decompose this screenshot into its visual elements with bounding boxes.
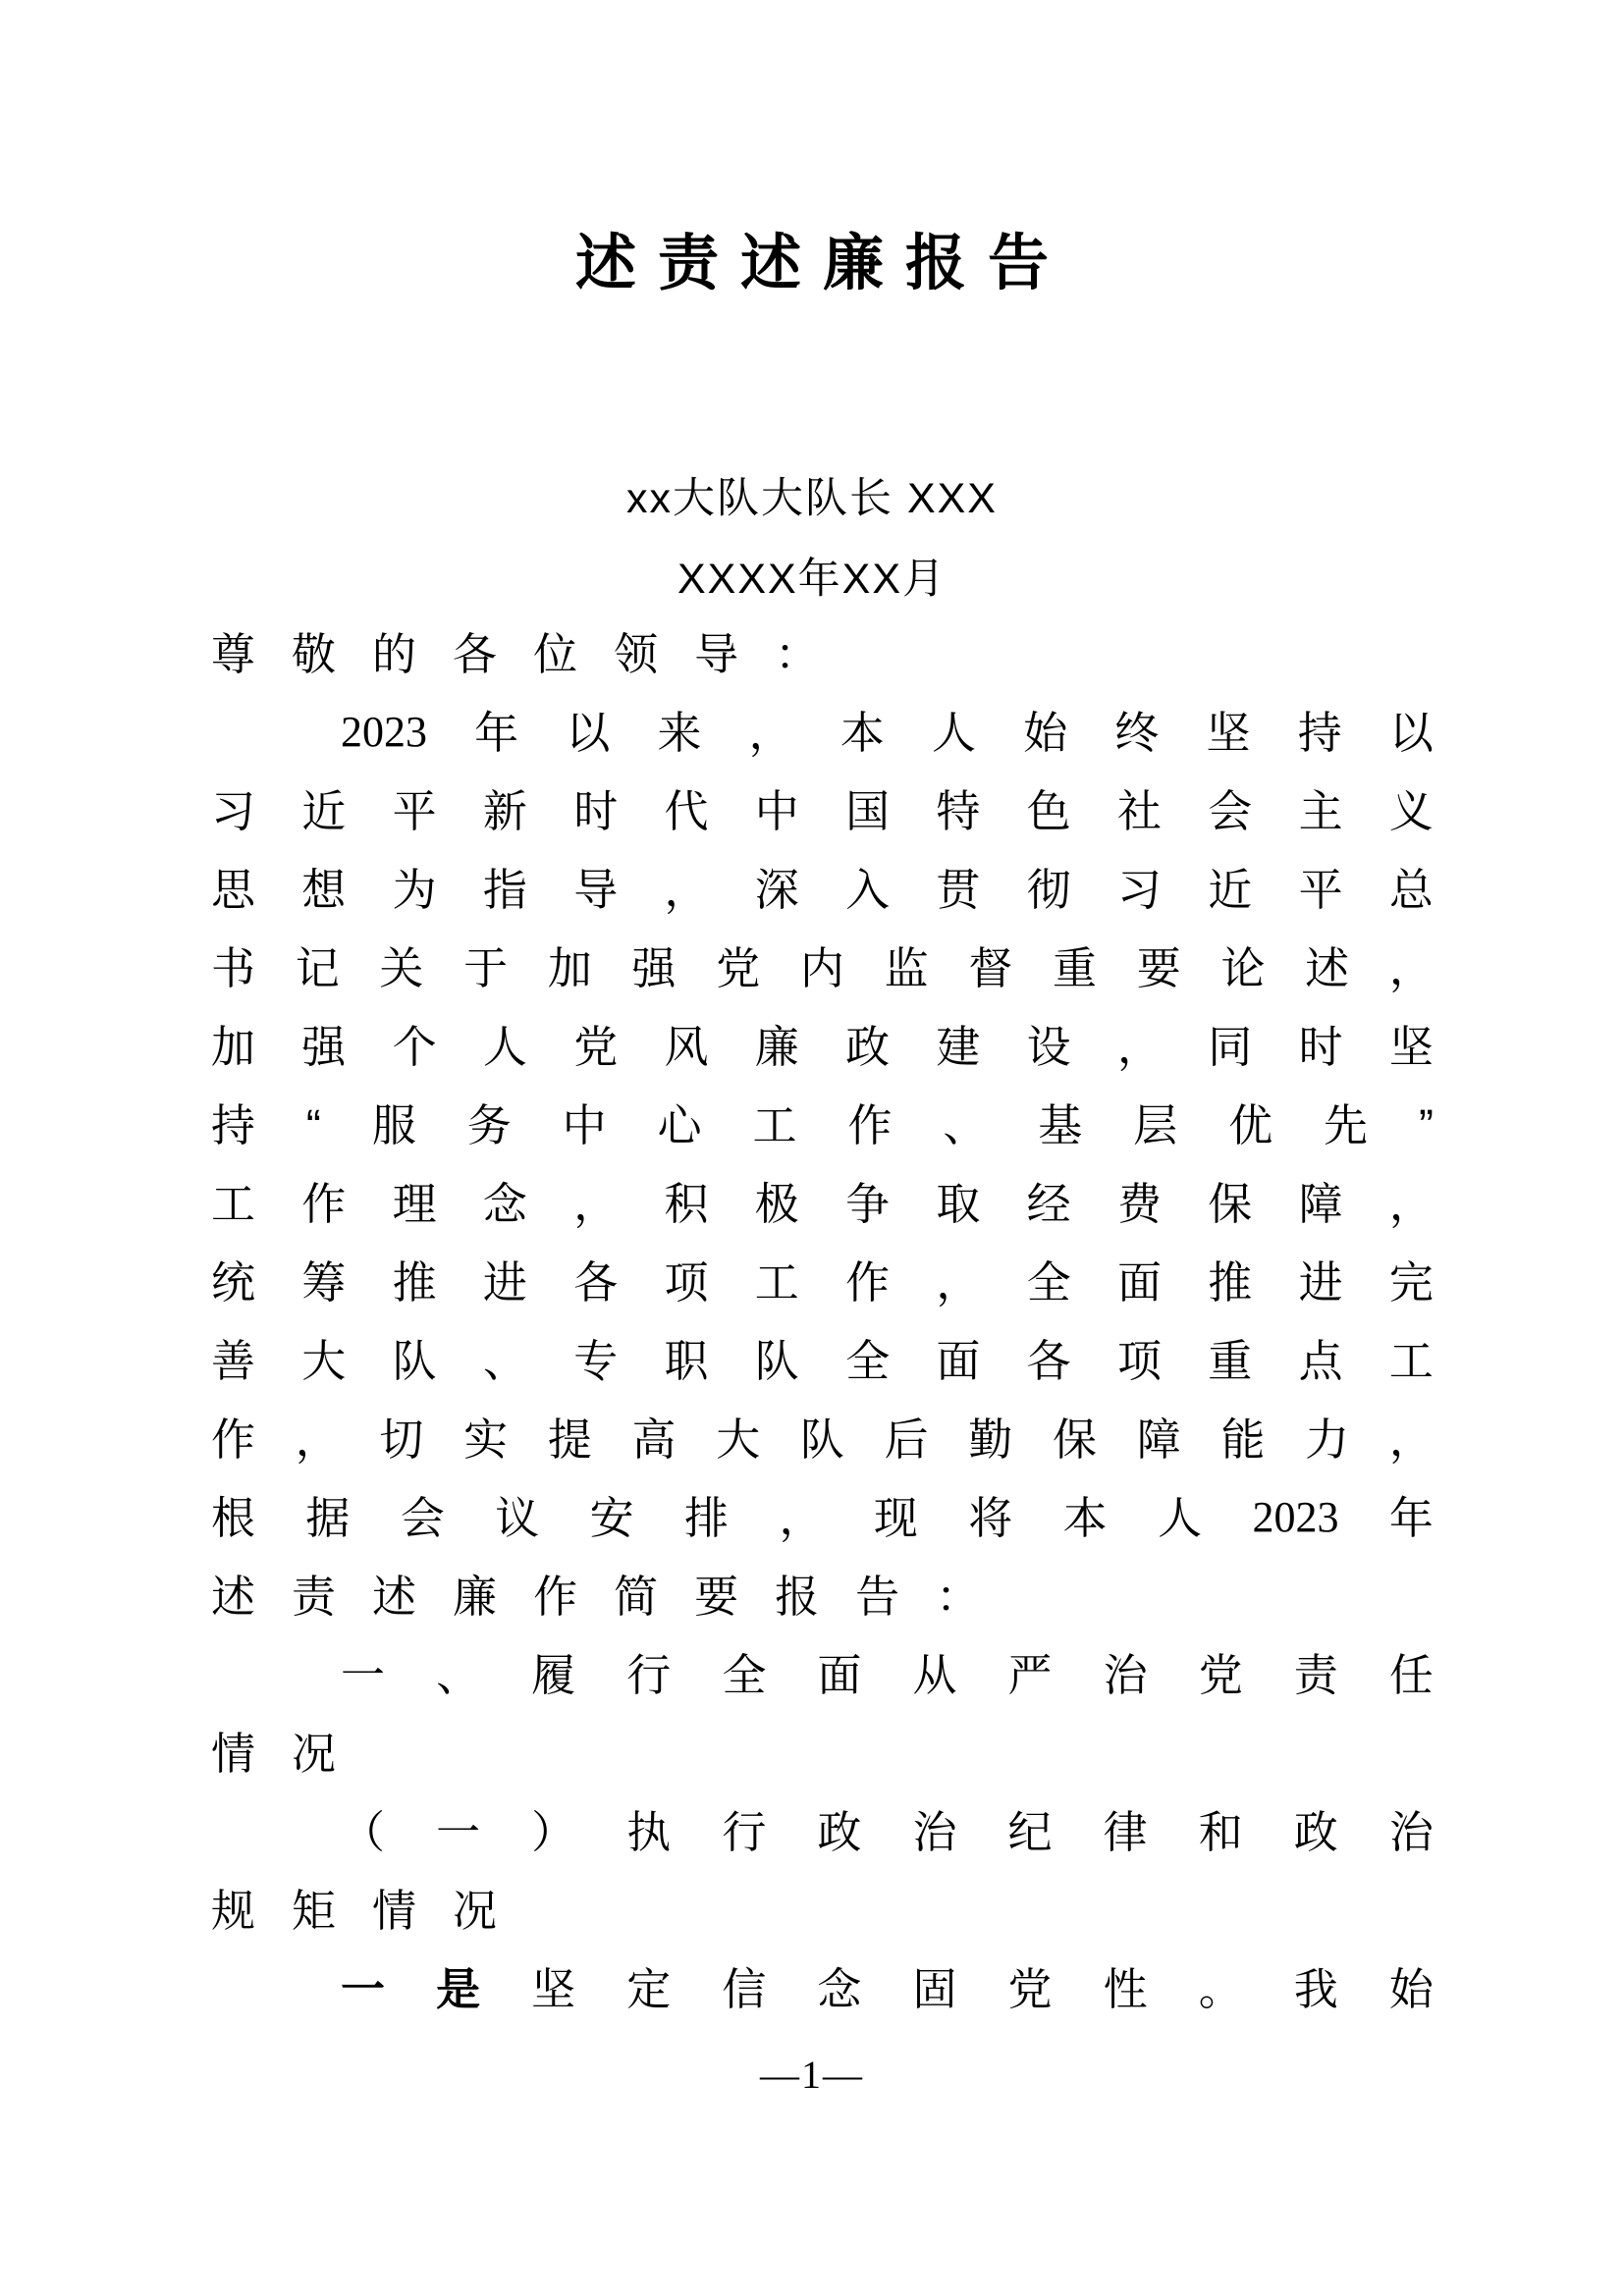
text-token: 队 <box>799 1414 844 1465</box>
text-token: 治 <box>912 1806 957 1857</box>
text-token: 将 <box>968 1492 1013 1543</box>
text-token: 筹 <box>301 1256 347 1308</box>
text-token: 各 <box>453 628 498 679</box>
text-token: 费 <box>1116 1178 1162 1229</box>
text-token: 一 <box>341 1963 386 2014</box>
text-token: 于 <box>463 942 509 993</box>
text-token: 时 <box>1298 1021 1343 1072</box>
body-line <box>211 614 1434 693</box>
text-token: 为 <box>392 864 437 915</box>
text-token: 深 <box>754 864 799 915</box>
text-token: ， <box>573 1178 619 1229</box>
text-token: 队 <box>392 1335 437 1386</box>
text-token: 简 <box>614 1571 659 1622</box>
text-token: 力 <box>1305 1414 1350 1465</box>
text-token: 理 <box>392 1178 437 1229</box>
text-token: ， <box>779 1492 824 1543</box>
text-token: 领 <box>614 628 659 679</box>
text-token: 是 <box>436 1963 481 2014</box>
text-token: 尊 <box>211 628 256 679</box>
text-token: 能 <box>1220 1414 1266 1465</box>
body-line <box>211 1792 1434 1871</box>
text-token: 时 <box>573 785 619 836</box>
text-token: 工 <box>211 1178 256 1229</box>
text-token: 告 <box>855 1571 900 1622</box>
text-token: 思 <box>211 864 256 915</box>
text-token: 特 <box>936 785 981 836</box>
text-token: 保 <box>1053 1414 1098 1465</box>
text-token: 况 <box>453 1885 498 1936</box>
text-token: 推 <box>392 1256 437 1308</box>
body-line <box>211 1164 1434 1243</box>
text-token: 2023 <box>1252 1493 1339 1541</box>
text-token: 本 <box>1062 1492 1108 1543</box>
text-token: 代 <box>664 785 709 836</box>
text-token: 大 <box>301 1335 347 1386</box>
text-token: 信 <box>722 1963 767 2014</box>
text-token: ： <box>775 628 820 679</box>
text-token: 党 <box>573 1021 619 1072</box>
text-token: 国 <box>845 785 891 836</box>
text-token: 项 <box>664 1256 709 1308</box>
text-token: 近 <box>301 785 347 836</box>
text-token: 统 <box>211 1256 256 1308</box>
text-token: 导 <box>573 864 619 915</box>
text-token: 定 <box>626 1963 672 2014</box>
text-token: 一 <box>341 1649 386 1700</box>
document-subtitle-author: xx大队大队长 XXX <box>626 475 998 522</box>
body-line <box>211 693 1434 772</box>
text-token: 律 <box>1103 1806 1148 1857</box>
text-token: ， <box>664 864 709 915</box>
text-token: 障 <box>1298 1178 1343 1229</box>
text-token: 述 <box>372 1571 417 1622</box>
text-token: 作 <box>211 1414 256 1465</box>
text-token: 队 <box>754 1335 799 1386</box>
text-token: 现 <box>873 1492 918 1543</box>
text-token: 政 <box>817 1806 862 1857</box>
text-token: 指 <box>482 864 527 915</box>
text-token: 情 <box>211 1728 256 1779</box>
text-token: ， <box>936 1256 981 1308</box>
text-token: 设 <box>1026 1021 1071 1072</box>
text-token: 本 <box>839 707 885 758</box>
text-token: 想 <box>301 864 347 915</box>
text-token: 主 <box>1298 785 1343 836</box>
document-subtitle-date: XXXX年XX月 <box>677 556 947 603</box>
text-token: 入 <box>845 864 891 915</box>
text-token: 持 <box>211 1099 256 1150</box>
text-token: 会 <box>400 1492 445 1543</box>
text-token: 始 <box>1023 707 1068 758</box>
text-token: 、 <box>482 1335 527 1386</box>
text-token: 矩 <box>292 1885 337 1936</box>
text-token: ” <box>1418 1099 1434 1150</box>
text-token: 经 <box>1026 1178 1071 1229</box>
text-token: 层 <box>1133 1099 1178 1150</box>
text-token: 实 <box>463 1414 509 1465</box>
text-token: 念 <box>482 1178 527 1229</box>
text-token: 从 <box>912 1649 957 1700</box>
text-token: 性 <box>1103 1963 1148 2014</box>
text-token: 年 <box>474 707 519 758</box>
text-token: 项 <box>1116 1335 1162 1386</box>
text-token: 工 <box>752 1099 797 1150</box>
text-token: 纪 <box>1007 1806 1053 1857</box>
text-token: 坚 <box>531 1963 576 2014</box>
body-line <box>211 1557 1434 1635</box>
text-token: 切 <box>379 1414 424 1465</box>
text-token: 重 <box>1208 1335 1253 1386</box>
body-line <box>211 1321 1434 1400</box>
text-token: 念 <box>817 1963 862 2014</box>
text-token: 终 <box>1114 707 1160 758</box>
body-line <box>211 1478 1434 1557</box>
text-token: 加 <box>211 1021 256 1072</box>
text-token: 色 <box>1026 785 1071 836</box>
text-token: 强 <box>301 1021 347 1072</box>
text-token: 高 <box>631 1414 677 1465</box>
text-token: 廉 <box>754 1021 799 1072</box>
text-token: ） <box>531 1806 576 1857</box>
text-token: 书 <box>211 942 256 993</box>
text-token: 一 <box>436 1806 481 1857</box>
text-token: 工 <box>754 1256 799 1308</box>
text-token: 极 <box>754 1178 799 1229</box>
text-token: 全 <box>722 1649 767 1700</box>
text-token: 。 <box>1198 1963 1243 2014</box>
text-token: 执 <box>626 1806 672 1857</box>
text-token: 职 <box>664 1335 709 1386</box>
text-token: 强 <box>631 942 677 993</box>
text-token: 新 <box>482 785 527 836</box>
text-token: 导 <box>694 628 739 679</box>
text-token: 党 <box>1198 1649 1243 1700</box>
text-token: 点 <box>1298 1335 1343 1386</box>
text-token: 任 <box>1388 1649 1434 1700</box>
text-token: 规 <box>211 1885 256 1936</box>
text-token: 根 <box>211 1492 256 1543</box>
text-token: 党 <box>716 942 761 993</box>
text-token: ， <box>1388 942 1434 993</box>
text-token: 勤 <box>968 1414 1013 1465</box>
text-token: 年 <box>1388 1492 1434 1543</box>
text-token: 监 <box>884 942 929 993</box>
text-token: 务 <box>466 1099 512 1150</box>
text-token: 况 <box>292 1728 337 1779</box>
text-token: 面 <box>817 1649 862 1700</box>
text-token: 提 <box>547 1414 592 1465</box>
text-token: 安 <box>589 1492 634 1543</box>
text-token: 建 <box>936 1021 981 1072</box>
text-token: 工 <box>1388 1335 1434 1386</box>
text-token: 习 <box>211 785 256 836</box>
text-token: 近 <box>1208 864 1253 915</box>
text-token: 据 <box>305 1492 351 1543</box>
text-token: 义 <box>1388 785 1434 836</box>
text-token: 情 <box>372 1885 417 1936</box>
text-token: 全 <box>1026 1256 1071 1308</box>
text-token: 履 <box>531 1649 576 1700</box>
text-token: 和 <box>1198 1806 1243 1857</box>
text-token: 作 <box>301 1178 347 1229</box>
text-token: 进 <box>1298 1256 1343 1308</box>
text-token: 的 <box>372 628 417 679</box>
text-token: 督 <box>968 942 1013 993</box>
text-token: 要 <box>694 1571 739 1622</box>
body-line <box>211 1635 1434 1714</box>
text-token: 治 <box>1103 1649 1148 1700</box>
text-token: 作 <box>845 1256 891 1308</box>
text-token: 责 <box>1293 1649 1338 1700</box>
text-token: 各 <box>1026 1335 1071 1386</box>
text-token: 进 <box>482 1256 527 1308</box>
text-token: 推 <box>1208 1256 1253 1308</box>
text-token: 彻 <box>1026 864 1071 915</box>
document-body <box>211 614 1434 2028</box>
text-token: 记 <box>295 942 340 993</box>
text-token: 习 <box>1116 864 1162 915</box>
text-token: 持 <box>1297 707 1342 758</box>
text-token: 争 <box>845 1178 891 1229</box>
text-token: ， <box>1388 1178 1434 1229</box>
text-token: 善 <box>211 1335 256 1386</box>
text-token: 敬 <box>292 628 337 679</box>
text-token: 以 <box>566 707 611 758</box>
document-title: 述责述廉报告 <box>574 230 1070 297</box>
body-line <box>211 772 1434 850</box>
text-token: 、 <box>436 1649 481 1700</box>
text-token: 专 <box>573 1335 619 1386</box>
text-token: 积 <box>664 1178 709 1229</box>
text-token: 风 <box>664 1021 709 1072</box>
text-token: 行 <box>626 1649 672 1700</box>
text-token: 议 <box>495 1492 540 1543</box>
text-token: 固 <box>912 1963 957 2014</box>
text-token: 同 <box>1208 1021 1253 1072</box>
text-token: “ <box>305 1099 321 1150</box>
text-token: 作 <box>533 1571 578 1622</box>
text-token: 党 <box>1007 1963 1053 2014</box>
text-token: 先 <box>1324 1099 1369 1150</box>
body-line <box>211 1007 1434 1086</box>
text-token: 保 <box>1208 1178 1253 1229</box>
page-number: —1— <box>760 2053 864 2097</box>
text-token: 我 <box>1293 1963 1338 2014</box>
text-token: 平 <box>1298 864 1343 915</box>
text-token: 基 <box>1038 1099 1083 1150</box>
text-token: 排 <box>684 1492 730 1543</box>
text-token: 述 <box>211 1571 256 1622</box>
text-token: 坚 <box>1206 707 1251 758</box>
text-token: 障 <box>1136 1414 1181 1465</box>
body-line <box>211 1086 1434 1164</box>
text-token: 全 <box>845 1335 891 1386</box>
body-line <box>211 1871 1434 1949</box>
text-token: 总 <box>1388 864 1434 915</box>
text-token: 完 <box>1388 1256 1434 1308</box>
text-token: 行 <box>722 1806 767 1857</box>
text-token: 心 <box>657 1099 702 1150</box>
text-token: 取 <box>936 1178 981 1229</box>
text-token: 2023 <box>341 708 427 756</box>
text-token: 社 <box>1116 785 1162 836</box>
text-token: 以 <box>1388 707 1434 758</box>
text-token: 政 <box>1293 1806 1338 1857</box>
text-token: 关 <box>379 942 424 993</box>
text-token: ， <box>748 707 793 758</box>
text-token: 优 <box>1228 1099 1273 1150</box>
text-token: ： <box>936 1571 981 1622</box>
text-token: 重 <box>1053 942 1098 993</box>
text-token: 平 <box>392 785 437 836</box>
text-token: 面 <box>1116 1256 1162 1308</box>
body-line <box>211 850 1434 929</box>
text-token: ， <box>1116 1021 1162 1072</box>
body-line <box>211 1714 1434 1792</box>
text-token: 人 <box>1158 1492 1203 1543</box>
text-token: 坚 <box>1388 1021 1434 1072</box>
text-token: 要 <box>1136 942 1181 993</box>
text-token: 人 <box>932 707 977 758</box>
text-token: 大 <box>716 1414 761 1465</box>
text-token: 会 <box>1208 785 1253 836</box>
text-token: 个 <box>392 1021 437 1072</box>
body-line <box>211 1243 1434 1321</box>
text-token: 治 <box>1388 1806 1434 1857</box>
body-line <box>211 1949 1434 2028</box>
body-line <box>211 1400 1434 1478</box>
text-token: 人 <box>482 1021 527 1072</box>
text-token: ， <box>295 1414 340 1465</box>
text-token: 加 <box>547 942 592 993</box>
text-token: 始 <box>1388 1963 1434 2014</box>
text-token: 政 <box>845 1021 891 1072</box>
text-token: 责 <box>292 1571 337 1622</box>
text-token: 作 <box>847 1099 893 1150</box>
body-line <box>211 929 1434 1007</box>
text-token: 严 <box>1007 1649 1053 1700</box>
text-token: 中 <box>754 785 799 836</box>
text-token: 来 <box>657 707 702 758</box>
text-token: 贯 <box>936 864 981 915</box>
text-token: 内 <box>799 942 844 993</box>
text-token: 述 <box>1305 942 1350 993</box>
text-token: 面 <box>936 1335 981 1386</box>
text-token: 中 <box>562 1099 607 1150</box>
text-token: 服 <box>371 1099 416 1150</box>
text-token: 论 <box>1220 942 1266 993</box>
text-token: 、 <box>943 1099 988 1150</box>
text-token: 报 <box>775 1571 820 1622</box>
text-token: 各 <box>573 1256 619 1308</box>
text-token: 廉 <box>453 1571 498 1622</box>
text-token: 后 <box>884 1414 929 1465</box>
text-token: ， <box>1388 1414 1434 1465</box>
text-token: （ <box>341 1806 386 1857</box>
text-token: 位 <box>533 628 578 679</box>
